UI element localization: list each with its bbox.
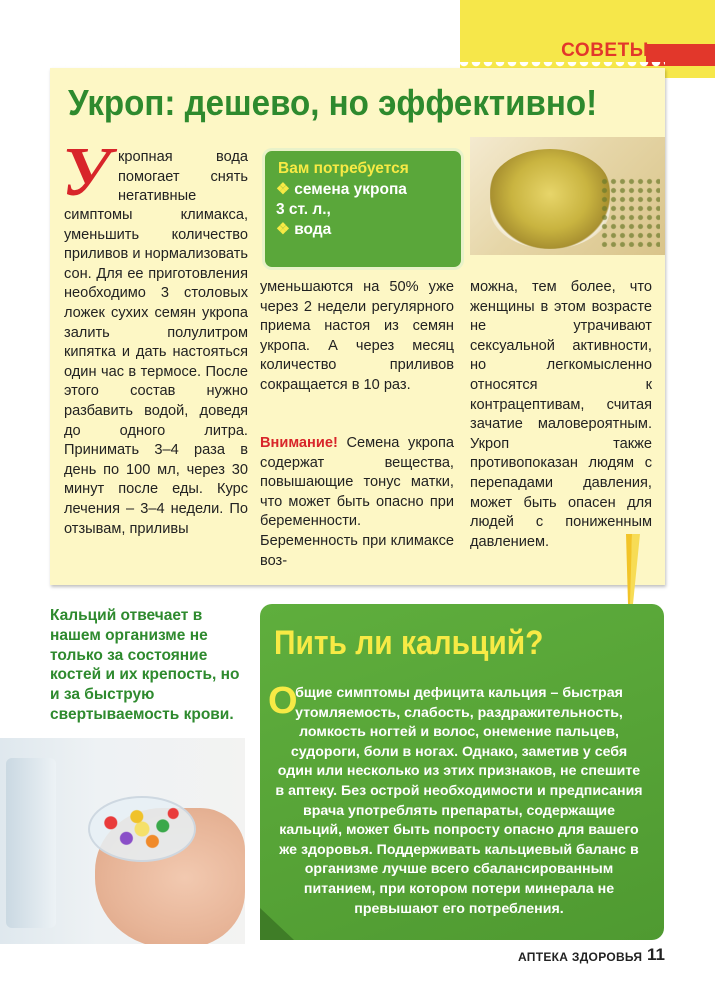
magazine-name: АПТЕКА ЗДОРОВЬЯ (518, 950, 643, 964)
calcium-article-text: бщие симптомы дефицита кальция – быстрая утомляемость, слабость, раздражительность, ломкость ногтей и волос, онемение пальцев, судороги, боли в ногах. Однако, заметив у себя один или несколько из этих признаков, не спешите в аптеку. Без острой необходимости и предписания врача употреблять препараты, содержащие кальций, может быть попросту опасно для вашего же здоровья. Поддерживать кальциевый баланс в организме лучше всего сбалансированным питанием, при котором потери минерала не превышают его потребления. (275, 685, 643, 917)
pills-in-hand-photo (0, 738, 245, 944)
ingredients-title: Вам потребуется (278, 160, 409, 177)
calcium-article-dropcap: О (268, 680, 298, 722)
dill-article-dropcap: У (62, 134, 111, 211)
warning-label: Внимание! (260, 435, 338, 451)
water-glass-image (6, 758, 56, 928)
page-number: 11 (647, 945, 665, 964)
tea-cup-image (490, 149, 610, 249)
ingredient-item: 3 ст. л., (276, 201, 331, 218)
section-label: СОВЕТЫ (561, 40, 649, 61)
dill-article-col2: уменьшаются на 50% уже через 2 недели регулярного приема настоя из семян укропа. А через месяц количество приливов сокращается в 10 раз. (260, 279, 454, 393)
dill-sprig-image (600, 177, 660, 247)
dill-article-col1-intro: кропная вода помогает снять негативные (118, 149, 248, 205)
diamond-bullet-icon: ❖ (276, 221, 290, 238)
ingredient-item: ❖ семена укропа (276, 181, 407, 198)
ingredient-item: ❖ вода (276, 221, 332, 238)
pill-bowl-image (88, 796, 196, 862)
dill-article-warning (260, 434, 454, 571)
dill-article-col3: можна, тем более, что женщины в этом возрасте не утрачивают сексуальной активности, но легкомысленно относятся к контрацептивам, считая зачатие маловероятным. Укроп также противопоказан людям с перепадами давления, может быть опасен для людей с пониженным давлением. (470, 279, 652, 550)
dill-article-title: Укроп: дешево, но эффективно! (68, 82, 598, 123)
dill-tea-photo (470, 137, 665, 255)
calcium-article-title: Пить ли кальций? (274, 624, 544, 662)
dill-article-col1: симптомы климакса, уменьшить количество приливов и нормализовать сон. Для ее приготовления необходимо 3 столовых ложек сухих семян укропа залить полулитром кипятка и дать настояться один час в термосе. После этого состав нужно разбавить водой, доведя до одного литра. Принимать 3–4 раза в день по 100 мл, через 30 минут после еды. Курс лечения – 3–4 недели. По отзывам, приливы (64, 207, 248, 537)
warning-text: Семена укропа содержат вещества, повышающие тонус матки, что может быть опасно при беременности. Беременность при климаксе воз- (260, 435, 454, 569)
calcium-pull-quote: Кальций отвечает в нашем организме не только за состояние костей и их крепость, но и за быструю свертываемость крови. (50, 607, 240, 723)
diamond-bullet-icon: ❖ (276, 181, 290, 198)
